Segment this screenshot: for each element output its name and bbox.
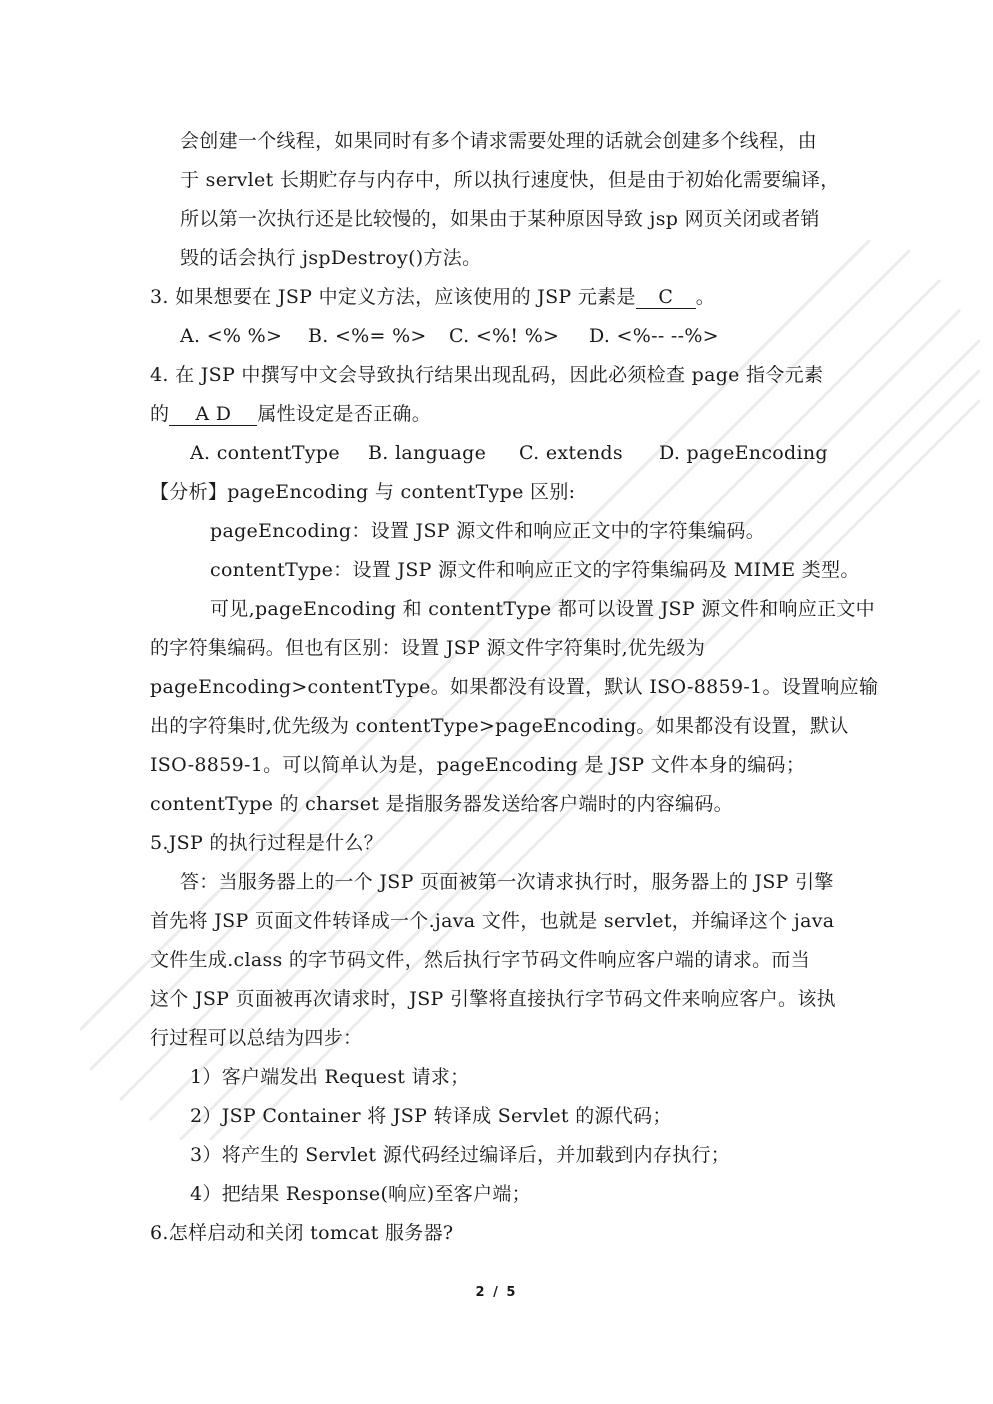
question-3-answer: C bbox=[636, 286, 696, 309]
option-a: A. contentType bbox=[190, 442, 340, 464]
paragraph-line: 毁的话会执行 jspDestroy()方法。 bbox=[180, 247, 482, 269]
analysis-line: pageEncoding>contentType。如果都没有设置，默认 ISO-8859-1。设置响应输 bbox=[150, 676, 879, 698]
step-item: 1）客户端发出 Request 请求； bbox=[190, 1066, 470, 1088]
analysis-line: ISO-8859-1。可以简单认为是，pageEncoding 是 JSP 文件本身的编码； bbox=[150, 754, 806, 776]
answer-line: 答：当服务器上的一个 JSP 页面被第一次请求执行时，服务器上的 JSP 引擎 bbox=[180, 871, 834, 893]
page-indicator: 2 / 5 bbox=[475, 1285, 518, 1300]
step-item: 3）将产生的 Servlet 源代码经过编译后，并加载到内存执行； bbox=[190, 1144, 731, 1166]
question-3 bbox=[150, 284, 715, 310]
answer-line: 首先将 JSP 页面文件转译成一个.java 文件，也就是 servlet，并编译这个 java bbox=[150, 910, 835, 932]
analysis-title: 【分析】pageEncoding 与 contentType 区别: bbox=[150, 481, 576, 503]
question-4-suffix: 属性设定是否正确。 bbox=[257, 403, 432, 425]
question-3-options bbox=[180, 323, 719, 349]
analysis-line: 的字符集编码。但也有区别：设置 JSP 源文件字符集时,优先级为 bbox=[150, 637, 706, 659]
analysis-line: 出的字符集时,优先级为 contentType>pageEncoding。如果都没有设置，默认 bbox=[150, 715, 849, 737]
paragraph-line: 所以第一次执行还是比较慢的，如果由于某种原因导致 jsp 网页关闭或者销 bbox=[180, 208, 820, 230]
step-item: 4）把结果 Response(响应)至客户端； bbox=[190, 1183, 531, 1205]
question-3-suffix: 。 bbox=[695, 286, 716, 308]
answer-line: 行过程可以总结为四步： bbox=[150, 1027, 363, 1049]
answer-line: 这个 JSP 页面被再次请求时，JSP 引擎将直接执行字节码文件来响应客户。该执 bbox=[150, 988, 836, 1010]
option-d: D. <%-- --%> bbox=[589, 325, 719, 347]
option-b: B. <%= %> bbox=[308, 325, 427, 347]
question-4-prefix: 的 bbox=[150, 403, 170, 425]
paragraph-line: 会创建一个线程，如果同时有多个请求需要处理的话就会创建多个线程，由 bbox=[180, 130, 817, 152]
option-c: C. <%! %> bbox=[449, 325, 560, 347]
option-c: C. extends bbox=[519, 442, 623, 464]
step-item: 2）JSP Container 将 JSP 转译成 Servlet 的源代码； bbox=[190, 1105, 672, 1127]
question-6-title: 6.怎样启动和关闭 tomcat 服务器? bbox=[150, 1222, 454, 1244]
question-4-answer: A D bbox=[169, 403, 257, 426]
option-b: B. language bbox=[368, 442, 487, 464]
question-4-blank-line bbox=[150, 401, 431, 427]
option-a: A. <% %> bbox=[180, 325, 283, 347]
answer-line: 文件生成.class 的字节码文件，然后执行字节码文件响应客户端的请求。而当 bbox=[150, 949, 811, 971]
analysis-line: contentType 的 charset 是指服务器发送给客户端时的内容编码。 bbox=[150, 793, 733, 815]
question-5-title: 5.JSP 的执行过程是什么？ bbox=[150, 832, 384, 854]
option-d: D. pageEncoding bbox=[659, 442, 828, 464]
paragraph-line: 于 servlet 长期贮存与内存中，所以执行速度快，但是由于初始化需要编译， bbox=[180, 169, 840, 191]
question-4: 4. 在 JSP 中撰写中文会导致执行结果出现乱码，因此必须检查 page 指令元素 bbox=[150, 364, 824, 386]
question-4-options bbox=[190, 440, 828, 466]
analysis-line: pageEncoding：设置 JSP 源文件和响应正文中的字符集编码。 bbox=[210, 520, 766, 542]
analysis-line: 可见,pageEncoding 和 contentType 都可以设置 JSP 源文件和响应正文中 bbox=[210, 598, 875, 620]
analysis-line: contentType：设置 JSP 源文件和响应正文的字符集编码及 MIME 类型。 bbox=[210, 559, 860, 581]
question-3-text: 3. 如果想要在 JSP 中定义方法，应该使用的 JSP 元素是 bbox=[150, 286, 636, 308]
